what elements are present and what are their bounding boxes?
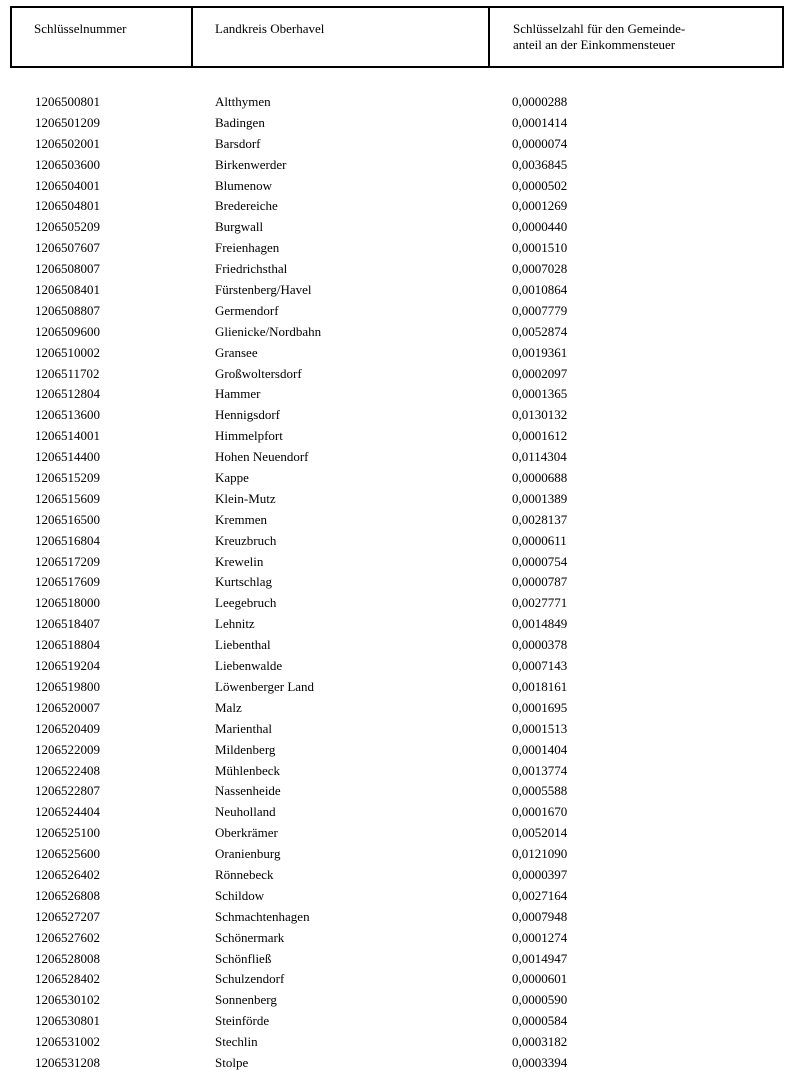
row-value: 0,0000440	[512, 219, 568, 235]
row-value: 0,0114304	[512, 449, 567, 465]
row-municipality-name: Hohen Neuendorf	[215, 449, 309, 465]
table-row	[0, 510, 801, 531]
row-municipality-name: Altthymen	[215, 94, 271, 109]
row-value: 0,0000502	[512, 177, 568, 193]
table-row	[0, 823, 801, 844]
row-key: 1206517209	[35, 553, 100, 569]
row-municipality-name: Hennigsdorf	[215, 407, 280, 423]
row-municipality-name: Stechlin	[215, 1034, 258, 1050]
row-value: 0,0007779	[512, 302, 568, 318]
row-value: 0,0001274	[512, 929, 568, 945]
row-value: 0,0000688	[512, 470, 568, 486]
row-municipality-name: Liebenwalde	[215, 658, 283, 674]
row-value: 0,0121090	[512, 846, 568, 862]
table-row	[0, 593, 801, 614]
table-row	[0, 635, 801, 656]
row-value: 0,0018161	[512, 678, 568, 694]
row-value: 0,0000397	[512, 866, 568, 882]
row-municipality-name: Schönfließ	[215, 950, 272, 966]
row-municipality-name: Leegebruch	[215, 595, 277, 611]
table-row	[0, 969, 801, 990]
row-key: 1206518000	[35, 595, 100, 611]
row-municipality-name: Mühlenbeck	[215, 762, 280, 778]
row-value: 0,0000611	[512, 532, 567, 548]
row-municipality-name: Schönermark	[215, 929, 285, 945]
row-key: 1206518407	[35, 616, 100, 632]
table-row	[0, 217, 801, 238]
header-key-column	[12, 8, 193, 66]
row-key: 1206517609	[35, 574, 100, 590]
row-value: 0,0007948	[512, 908, 568, 924]
row-key: 1206526402	[35, 866, 100, 882]
row-key: 1206504801	[35, 198, 100, 214]
table-row	[0, 343, 801, 364]
row-key: 1206516500	[35, 511, 100, 527]
row-value: 0,0001414	[512, 114, 568, 130]
table-row	[0, 1053, 801, 1074]
table-body	[0, 92, 801, 1074]
row-value: 0,0028137	[512, 511, 568, 527]
row-key: 1206519800	[35, 678, 100, 694]
table-row	[0, 677, 801, 698]
table-row	[0, 301, 801, 322]
table-row	[0, 990, 801, 1011]
row-municipality-name: Krewelin	[215, 553, 264, 569]
table-row	[0, 1032, 801, 1053]
table-row	[0, 531, 801, 552]
row-key: 1206525100	[35, 825, 100, 841]
row-municipality-name: Blumenow	[215, 177, 273, 193]
row-value: 0,0007143	[512, 658, 568, 674]
row-value: 0,0001269	[512, 198, 568, 214]
table-row	[0, 196, 801, 217]
row-key: 1206527602	[35, 929, 100, 945]
row-municipality-name: Neuholland	[215, 804, 276, 820]
row-municipality-name: Klein-Mutz	[215, 490, 276, 506]
row-municipality-name: Rönnebeck	[215, 866, 274, 882]
row-key: 1206530801	[35, 1013, 100, 1029]
row-value: 0,0000601	[512, 971, 568, 987]
row-key: 1206507607	[35, 240, 100, 256]
row-value: 0,0001510	[512, 240, 568, 256]
row-key: 1206515609	[35, 490, 100, 506]
row-value: 0,0001389	[512, 490, 568, 506]
row-key: 1206525600	[35, 846, 100, 862]
row-value: 0,0005588	[512, 783, 568, 799]
row-key: 1206513600	[35, 407, 100, 423]
header-key-label: Schlüsselnummer	[34, 21, 127, 36]
row-key: 1206501209	[35, 114, 100, 130]
row-municipality-name: Fürstenberg/Havel	[215, 282, 312, 298]
row-municipality-name: Lehnitz	[215, 616, 255, 632]
row-value: 0,0001670	[512, 804, 568, 820]
table-row	[0, 238, 801, 259]
row-key: 1206526808	[35, 887, 100, 903]
row-key: 1206508807	[35, 302, 100, 318]
row-value: 0,0002097	[512, 365, 568, 381]
row-key: 1206510002	[35, 344, 100, 360]
row-municipality-name: Kappe	[215, 470, 249, 486]
row-municipality-name: Marienthal	[215, 720, 273, 736]
header-name-label: Landkreis Oberhavel	[215, 21, 325, 36]
row-key: 1206520007	[35, 699, 100, 715]
row-municipality-name: Bredereiche	[215, 198, 278, 214]
row-municipality-name: Oranienburg	[215, 846, 281, 862]
table-row	[0, 259, 801, 280]
row-municipality-name: Glienicke/Nordbahn	[215, 323, 322, 339]
row-key: 1206531002	[35, 1034, 100, 1050]
row-municipality-name: Sonnenberg	[215, 992, 277, 1008]
row-municipality-name: Steinförde	[215, 1013, 270, 1029]
header-value-label-line2: anteil an der Einkommensteuer	[513, 37, 676, 52]
row-key: 1206503600	[35, 156, 100, 172]
row-municipality-name: Burgwall	[215, 219, 264, 235]
table-row	[0, 572, 801, 593]
row-value: 0,0014947	[512, 950, 568, 966]
row-value: 0,0019361	[512, 344, 568, 360]
table-row	[0, 426, 801, 447]
row-key: 1206514400	[35, 449, 100, 465]
row-key: 1206528008	[35, 950, 100, 966]
row-key: 1206531208	[35, 1054, 100, 1070]
table-row	[0, 719, 801, 740]
row-key: 1206522408	[35, 762, 100, 778]
row-key: 1206502001	[35, 135, 100, 151]
table-row	[0, 1011, 801, 1032]
row-municipality-name: Schulzendorf	[215, 971, 285, 987]
row-value: 0,0036845	[512, 156, 568, 172]
row-key: 1206530102	[35, 992, 100, 1008]
row-value: 0,0007028	[512, 261, 568, 277]
row-key: 1206505209	[35, 219, 100, 235]
row-value: 0,0010864	[512, 282, 568, 298]
row-key: 1206522807	[35, 783, 100, 799]
row-municipality-name: Barsdorf	[215, 135, 261, 151]
row-municipality-name: Freienhagen	[215, 240, 280, 256]
header-value-label-line1: Schlüsselzahl für den Gemeinde-	[513, 21, 686, 36]
row-key: 1206519204	[35, 658, 100, 674]
row-municipality-name: Liebenthal	[215, 637, 271, 653]
table-row	[0, 113, 801, 134]
table-row	[0, 886, 801, 907]
row-municipality-name: Schildow	[215, 887, 265, 903]
row-value: 0,0052014	[512, 825, 568, 841]
table-row	[0, 405, 801, 426]
row-municipality-name: Gransee	[215, 344, 258, 360]
table-row	[0, 907, 801, 928]
row-value: 0,0000590	[512, 992, 568, 1008]
row-municipality-name: Birkenwerder	[215, 156, 287, 172]
row-value: 0,0003182	[512, 1034, 568, 1050]
row-key: 1206509600	[35, 323, 100, 339]
row-key: 1206512804	[35, 386, 100, 402]
row-municipality-name: Friedrichsthal	[215, 261, 288, 277]
row-key: 1206500801	[35, 94, 100, 109]
row-value: 0,0130132	[512, 407, 568, 423]
table-row	[0, 928, 801, 949]
row-value: 0,0000787	[512, 574, 568, 590]
table-row	[0, 155, 801, 176]
table-row	[0, 802, 801, 823]
row-municipality-name: Kremmen	[215, 511, 267, 527]
row-key: 1206518804	[35, 637, 100, 653]
row-value: 0,0001513	[512, 720, 568, 736]
row-value: 0,0000074	[512, 135, 568, 151]
row-key: 1206520409	[35, 720, 100, 736]
row-key: 1206527207	[35, 908, 100, 924]
table-row	[0, 740, 801, 761]
row-key: 1206511702	[35, 365, 100, 381]
row-value: 0,0014849	[512, 616, 568, 632]
row-value: 0,0001612	[512, 428, 568, 444]
row-value: 0,0052874	[512, 323, 568, 339]
row-key: 1206504001	[35, 177, 100, 193]
row-key: 1206508401	[35, 282, 100, 298]
row-value: 0,0000378	[512, 637, 568, 653]
row-municipality-name: Oberkrämer	[215, 825, 278, 841]
row-value: 0,0013774	[512, 762, 568, 778]
row-key: 1206516804	[35, 532, 100, 548]
table-row	[0, 614, 801, 635]
table-row	[0, 781, 801, 802]
table-row	[0, 949, 801, 970]
row-value: 0,0001365	[512, 386, 568, 402]
row-key: 1206528402	[35, 971, 100, 987]
row-municipality-name: Kurtschlag	[215, 574, 273, 590]
table-row	[0, 468, 801, 489]
row-municipality-name: Stolpe	[215, 1054, 249, 1070]
row-municipality-name: Germendorf	[215, 302, 279, 318]
row-municipality-name: Schmachtenhagen	[215, 908, 310, 924]
row-municipality-name: Kreuzbruch	[215, 532, 277, 548]
table-row	[0, 176, 801, 197]
table-row	[0, 280, 801, 301]
row-municipality-name: Malz	[215, 699, 242, 715]
row-key: 1206522009	[35, 741, 100, 757]
row-municipality-name: Nassenheide	[215, 783, 281, 799]
row-municipality-name: Hammer	[215, 386, 261, 402]
table-row	[0, 447, 801, 468]
row-municipality-name: Himmelpfort	[215, 428, 283, 444]
row-value: 0,0001695	[512, 699, 568, 715]
table-row	[0, 322, 801, 343]
row-municipality-name: Großwoltersdorf	[215, 365, 302, 381]
row-value: 0,0000584	[512, 1013, 568, 1029]
row-value: 0,0027771	[512, 595, 568, 611]
table-row	[0, 489, 801, 510]
row-key: 1206515209	[35, 470, 100, 486]
row-key: 1206514001	[35, 428, 100, 444]
table-row	[0, 384, 801, 405]
table-row	[0, 92, 801, 113]
table-row	[0, 761, 801, 782]
row-municipality-name: Mildenberg	[215, 741, 276, 757]
table-row	[0, 698, 801, 719]
header-value-column	[490, 8, 782, 66]
row-value: 0,0003394	[512, 1054, 568, 1070]
row-municipality-name: Löwenberger Land	[215, 678, 315, 694]
table-row	[0, 364, 801, 385]
table-row	[0, 552, 801, 573]
row-value: 0,0000754	[512, 553, 568, 569]
table-row	[0, 656, 801, 677]
table-row	[0, 844, 801, 865]
row-value: 0,0001404	[512, 741, 568, 757]
table-row	[0, 134, 801, 155]
row-municipality-name: Badingen	[215, 114, 265, 130]
row-key: 1206524404	[35, 804, 100, 820]
row-value: 0,0027164	[512, 887, 568, 903]
header-name-column	[193, 8, 490, 66]
row-value: 0,0000288	[512, 94, 568, 109]
row-key: 1206508007	[35, 261, 100, 277]
table-row	[0, 865, 801, 886]
table-header	[10, 6, 784, 68]
